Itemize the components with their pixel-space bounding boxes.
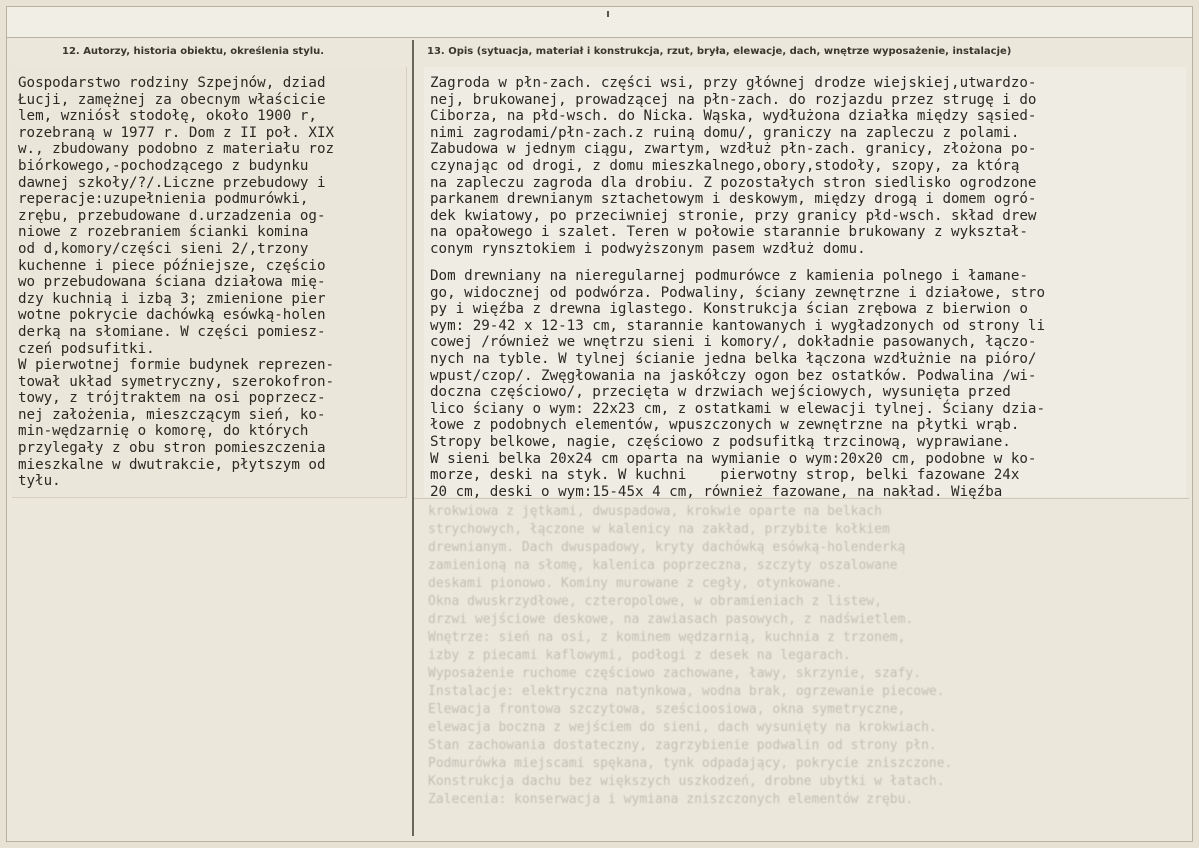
text-line: nej założenia, mieszczącym sień, ko- [18, 406, 326, 423]
section-13-paragraph-2 [430, 268, 1045, 500]
text-line: go, widocznej od podwórza. Podwaliny, ściany zewnętrzne i działowe, stro [430, 284, 1045, 301]
text-line: kuchenne i piece późniejsze, częścio [18, 257, 326, 274]
text-line: niowe z rozebraniem ścianki komina [18, 224, 309, 241]
section-13-header: 13. Opis (sytuacja, materiał i konstrukcja, rzut, bryła, elewacje, dach, wnętrze wyposażenie, instalacje) [427, 46, 1012, 57]
text-line: wpust/czop/. Zwęgłowania na jaskółczy ogon bez ostatków. Podwalina /wi- [430, 367, 1037, 384]
text-line: W pierwotnej formie budynek reprezen- [18, 357, 335, 374]
text-line: conym rynsztokiem i podwyższonym pasem wzdłuż domu. [430, 240, 866, 257]
faint-text-line: krokwiowa z jętkami, dwuspadowa, krokwie oparte na belkach [428, 504, 882, 519]
faint-text-line: Wnętrze: sień na osi, z kominem wędzarnią, kuchnia z trzonem, [428, 630, 906, 645]
faint-text-line: izby z piecami kaflowymi, podłogi z desek na legarach. [428, 648, 851, 663]
text-line: od d,komory/części sieni 2/,trzony [18, 240, 309, 257]
text-line: Zagroda w płn-zach. części wsi, przy głównej drodze wiejskiej,utwardzo- [430, 75, 1037, 91]
text-line: nych na tyble. W tylnej ścianie jedna belka łączona wzdłużnie na pióro/ [430, 350, 1037, 367]
faint-text-line: Podmurówka miejscami spękana, tynk odpadający, pokrycie zniszczone. [428, 756, 953, 771]
faint-text-line: Instalacje: elektryczna natynkowa, wodna brak, ogrzewanie piecowe. [428, 684, 945, 699]
text-line: Stropy belkowe, nagie, częściowo z podsufitką trzcinową, wyprawiane. [430, 433, 1011, 450]
text-line: nimi zagrodami/płn-zach.z ruiną domu/, graniczy na zapleczu z polami. [430, 124, 1020, 141]
section-13-paragraph-1 [430, 75, 1036, 258]
text-line: dek kwiatowy, po przeciwniej stronie, przy granicy płd-wsch. skład drew [430, 207, 1037, 224]
text-line: 20 cm, deski o wym:15-45x 4 cm, również fazowane, na nakład. Więźba [430, 483, 1003, 500]
text-line: wotne pokrycie dachówką esówką-holen [18, 307, 326, 324]
text-line: w., zbudowany podobno z materiału roz [18, 141, 335, 158]
faint-text-line: Konstrukcja dachu bez większych uszkodzeń, drobne ubytki w łatach. [428, 774, 945, 789]
text-line: lico ściany o wym: 22x23 cm, z ostatkami w elewacji tylnej. Ściany dzia- [430, 400, 1045, 417]
text-line: dawnej szkoły/?/.Liczne przebudowy i [18, 174, 326, 191]
text-line: łowe z podobnych elementów, wpuszczonych w zewnętrzne na płytki wrąb. [430, 417, 1020, 434]
text-line: wym: 29-42 x 12-13 cm, starannie kantowanych i wygładzonych od strony li [430, 317, 1045, 334]
faint-text-line: Zalecenia: konserwacja i wymiana zniszczonych elementów zrębu. [428, 792, 914, 807]
text-line: W sieni belka 20x24 cm oparta na wymianie o wym:20x20 cm, podobne w ko- [430, 450, 1037, 467]
section-12-text [18, 75, 334, 490]
faint-text-line: zamienioną na słomę, kalenica poprzeczna, szczyty oszalowane [428, 558, 898, 573]
text-line: zrębu, przebudowane d.urzadzenia og- [18, 207, 326, 224]
text-line: na opałowego i szalet. Teren w połowie starannie brukowany z wykształ- [430, 224, 1028, 241]
faint-text-line: drewnianym. Dach dwuspadowy, kryty dachówką esówką-holenderką [428, 540, 906, 555]
text-line: czynając od drogi, z domu mieszkalnego,obory,stodoły, szopy, za którą [430, 157, 1020, 174]
faint-text-line: Stan zachowania dostateczny, zagrzybienie podwalin od strony płn. [428, 738, 937, 753]
text-line: doczna częściowo/, przecięta w drzwiach wejściowych, wysunięta przed [430, 384, 1011, 401]
text-line: cowej /również we wnętrzu sieni i komory/, dokładnie pasowanych, łączo- [430, 334, 1037, 351]
text-line: tyłu. [18, 473, 61, 490]
faint-text-line: strychowych, łączone w kalenicy na zakład, przybite kołkiem [428, 522, 890, 537]
top-strip [7, 7, 1192, 38]
faint-text-line: deskami pionowo. Kominy murowane z cegły, otynkowane. [428, 576, 843, 591]
column-divider [412, 40, 414, 836]
text-line: Zabudowa w jednym ciągu, zwartym, wzdłuż płn-zach. granicy, złożona po- [430, 141, 1037, 158]
text-line: mieszkalne w dwutrakcie, płytszym od [18, 456, 326, 473]
text-line: Dom drewniany na nieregularnej podmurówce z kamienia polnego i łamane- [430, 268, 1028, 284]
faint-text-line: elewacja boczna z wejściem do sieni, dach wysunięty na krokwiach. [428, 720, 937, 735]
text-line: tował układ symetryczny, szerokofron- [18, 373, 335, 390]
text-line: przylegały z obu stron pomieszczenia [18, 440, 326, 457]
faint-bleedthrough-text [428, 503, 1178, 833]
faint-text-line: Elewacja frontowa szczytowa, sześcioosiowa, okna symetryczne, [428, 702, 906, 717]
text-line: wo przebudowana ściana działowa mię- [18, 274, 326, 291]
text-line: Gospodarstwo rodziny Szpejnów, dziad [18, 75, 326, 91]
text-line: morze, deski na styk. W kuchni pierwotny strop, belki fazowane 24x [430, 467, 1020, 484]
text-line: lem, wzniósł stodołę, około 1900 r, [18, 108, 317, 125]
section-12-header: 12. Autorzy, historia obiektu, określenia stylu. [62, 46, 325, 57]
text-line: min-wędzarnię o komorę, do których [18, 423, 309, 440]
text-line: reperacje:uzupełnienia podmurówki, [18, 191, 309, 208]
text-line: Ciborza, na płd-wsch. do Nicka. Wąska, wydłużona działka między sąsied- [430, 108, 1037, 125]
center-mark [607, 11, 609, 17]
text-line: py i więźba z drewna iglastego. Konstrukcja ścian zrębowa z bierwion o [430, 301, 1028, 318]
text-line: biórkowego,-pochodzącego z budynku [18, 157, 309, 174]
text-line: nej, brukowanej, prowadzącej na płn-zach. do rozjazdu przez strugę i do [430, 91, 1037, 108]
faint-text-line: Wyposażenie ruchome częściowo zachowane, ławy, skrzynie, szafy. [428, 666, 922, 681]
text-line: parkanem drewnianym sztachetowym i deskowym, między drogą i domem ogró- [430, 191, 1037, 208]
text-line: dzy kuchnią i izbą 3; zmienione pier [18, 290, 326, 307]
faint-text-line: drzwi wejściowe deskowe, na zawiasach pasowych, z nadświetlem. [428, 612, 914, 627]
text-line: czeń podsufitki. [18, 340, 155, 357]
text-line: towy, z trójtraktem na osi poprzecz- [18, 390, 326, 407]
text-line: rozebraną w 1977 r. Dom z II poł. XIX [18, 124, 335, 141]
text-line: Łucji, zamężnej za obecnym właściciе [18, 91, 326, 108]
text-line: na zapleczu zagroda dla drobiu. Z pozostałych stron siedlisko ogrodzone [430, 174, 1037, 191]
faint-text-line: Okna dwuskrzydłowe, czteropolowe, w obramieniach z listew, [428, 594, 882, 609]
text-line: derką na słomiane. W części pomiesz- [18, 323, 326, 340]
